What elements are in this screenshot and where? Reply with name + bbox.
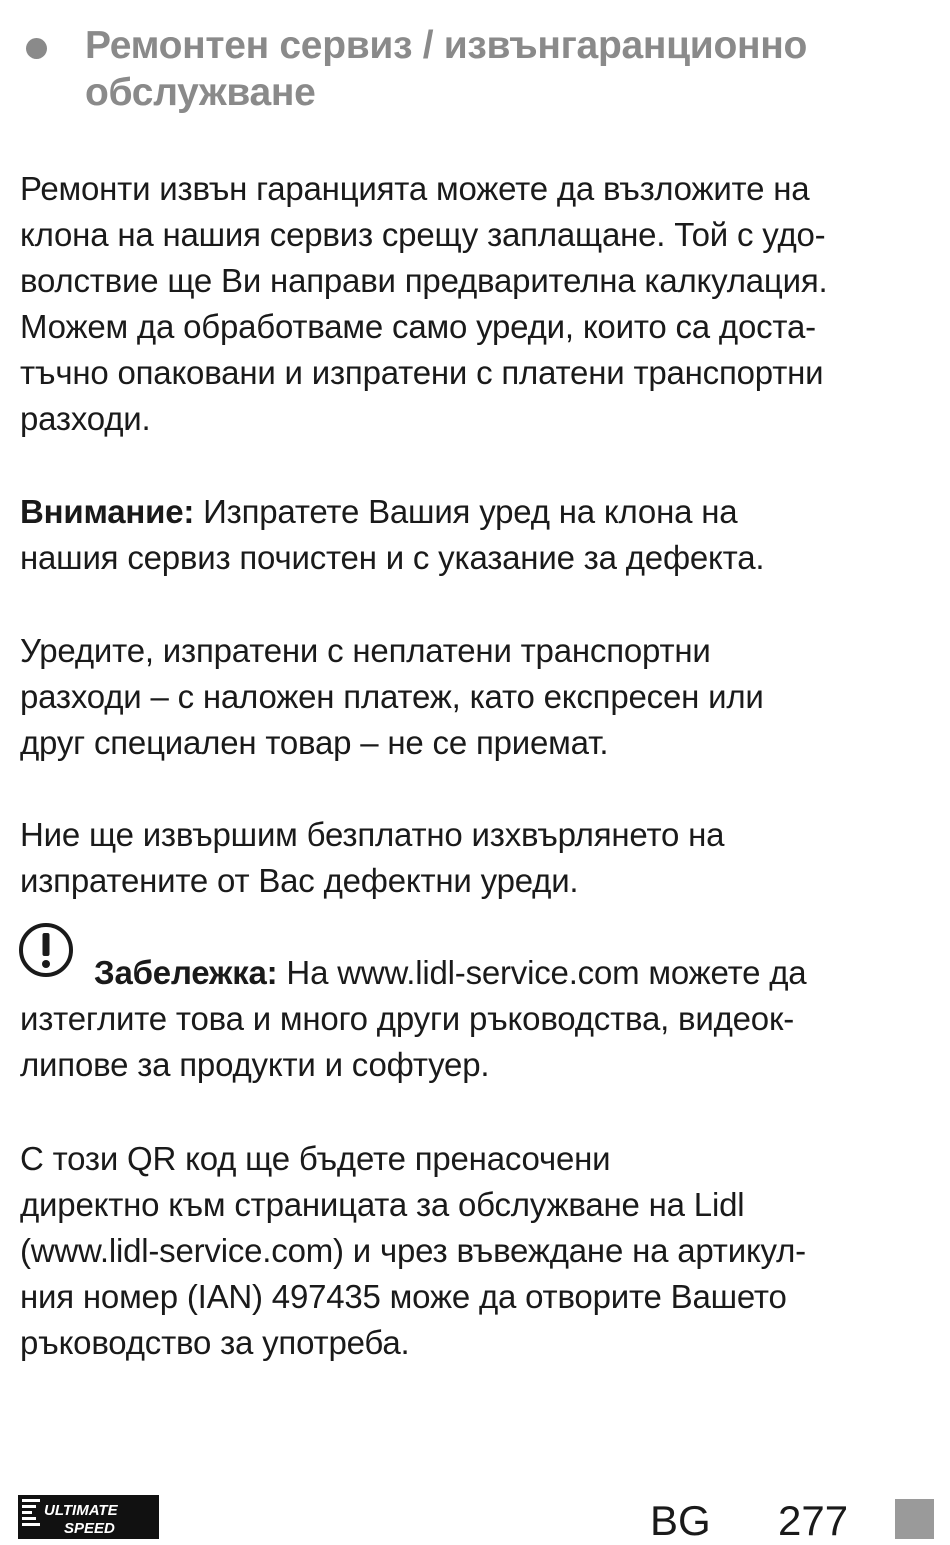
paragraph-line	[20, 489, 935, 535]
paragraph-line: Можем да обработваме само уреди, които са доста-	[20, 308, 816, 345]
paragraph-line: Ние ще извършим безплатно изхвърлянето на	[20, 816, 725, 853]
brand-logo	[18, 1495, 159, 1539]
note-label: Забележка:	[94, 954, 278, 991]
paragraph-line: Уредите, изпратени с неплатени транспортни	[20, 632, 711, 669]
repairs-paragraph	[20, 166, 935, 442]
disposal-paragraph	[20, 812, 935, 904]
paragraph-line: друг специален товар – не се приемат.	[20, 724, 609, 761]
paragraph-line: Ремонти извън гаранцията можете да възложите на	[20, 170, 810, 207]
brand-logo-line-1: ULTIMATE	[44, 1502, 118, 1519]
paragraph-line: волствие ще Ви направи предварителна калкулация.	[20, 262, 828, 299]
page-marker	[895, 1499, 934, 1539]
paragraph-line: тъчно опаковани и изпратени с платени транспортни	[20, 354, 824, 391]
section-title-line: Ремонтен сервиз / извънгаранционно	[85, 24, 808, 67]
brand-logo-line-2: SPEED	[64, 1520, 115, 1537]
note-text: На www.lidl-service.com можете да	[277, 954, 807, 991]
paragraph-line: клона на нашия сервиз срещу заплащане. Той с удо-	[20, 216, 826, 253]
unpaid-shipments-paragraph	[20, 628, 935, 766]
paragraph-line: изпратените от Вас дефектни уреди.	[20, 862, 579, 899]
page-number: 277	[778, 1497, 849, 1544]
language-code: BG	[650, 1497, 711, 1544]
paragraph-line: разходи – с наложен платеж, като експресен или	[20, 678, 764, 715]
paragraph-line: липове за продукти и софтуер.	[20, 1046, 490, 1083]
section-title	[85, 22, 932, 116]
section-title-line: обслужване	[85, 71, 316, 114]
paragraph-line: ръководство за употреба.	[20, 1324, 410, 1361]
section-heading	[22, 22, 932, 116]
paragraph-line: нашия сервиз почистен и с указание за дефекта.	[20, 539, 765, 576]
attention-text: Изпратете Вашия уред на клона на	[194, 493, 738, 530]
bullet-icon	[26, 38, 47, 59]
note-paragraph	[20, 950, 935, 1088]
paragraph-line	[20, 950, 935, 996]
paragraph-line: изтеглите това и много други ръководства, видеок-	[20, 1000, 794, 1037]
paragraph-line: ния номер (IAN) 497435 може да отворите Вашето	[20, 1278, 787, 1315]
attention-paragraph	[20, 489, 935, 581]
paragraph-line: (www.lidl-service.com) и чрез въвеждане на артикул-	[20, 1232, 806, 1269]
qr-paragraph	[20, 1136, 935, 1366]
paragraph-line: директно към страницата за обслужване на Lidl	[20, 1186, 745, 1223]
attention-label: Внимание:	[20, 493, 195, 530]
paragraph-line: разходи.	[20, 400, 151, 437]
paragraph-line: С този QR код ще бъдете пренасочени	[20, 1140, 611, 1177]
